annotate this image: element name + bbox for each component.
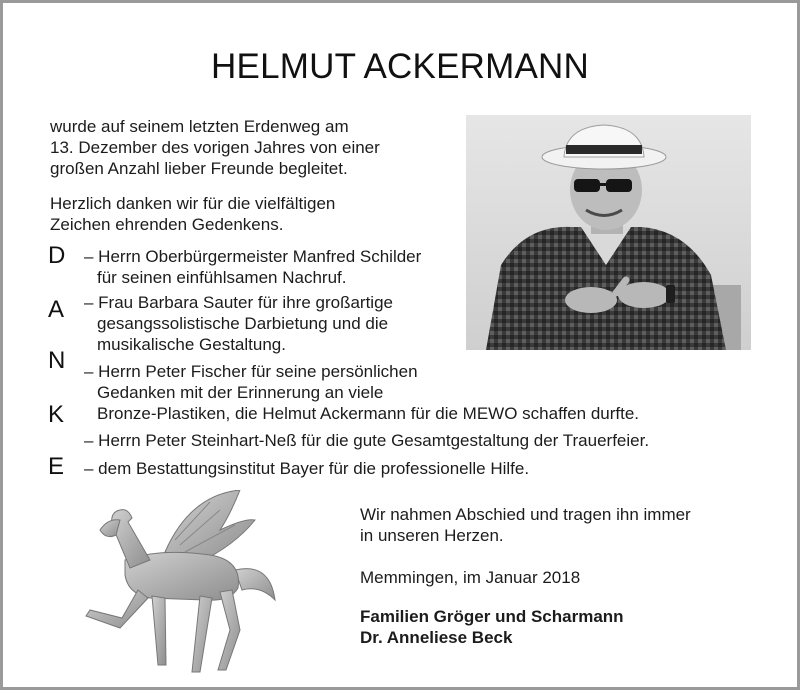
intro-line: wurde auf seinem letzten Erdenweg am [50,117,349,136]
danke-letter: D [48,242,66,269]
acknowledgement-item [84,430,649,451]
ack-line: Gedanken mit der Erinnerung an viele [97,383,384,402]
ack-line: – Herrn Peter Steinhart-Neß für die gute Gesamtgestaltung der Trauerfeier. [84,431,650,450]
ack-line: gesangssolistische Darbietung und die [97,314,389,333]
ack-line: musikalische Gestaltung. [97,335,286,354]
acknowledgement-item [84,292,393,355]
portrait-photo [466,115,751,350]
closing-line: Wir nahmen Abschied und tragen ihn immer [360,505,691,524]
intro-line: großen Anzahl lieber Freunde begleitet. [50,159,348,178]
thanks-line: Herzlich danken wir für die vielfältigen [50,194,336,213]
thanks-intro-text [50,193,430,235]
ack-line: – dem Bestattungsinstitut Bayer für die professionelle Hilfe. [84,459,530,478]
closing-text [360,504,760,546]
notice-title: HELMUT ACKERMANN [211,47,589,86]
pegasus-sculpture-image [70,490,280,680]
signatories [360,606,760,648]
danke-letter: E [48,453,65,480]
acknowledgement-item [84,246,421,288]
acknowledgement-item [84,361,639,424]
intro-line: 13. Dezember des vorigen Jahres von einer [50,138,380,157]
danke-letter: K [48,401,65,428]
acknowledgement-item [84,458,529,479]
ack-line: – Frau Barbara Sauter für ihre großartige [84,293,393,312]
danke-letter: N [48,347,66,374]
closing-line: in unseren Herzen. [360,526,504,545]
ack-line: Bronze-Plastiken, die Helmut Ackermann für die MEWO schaffen durfte. [97,404,640,423]
danke-letter: A [48,296,65,323]
ack-line: – Herrn Peter Fischer für seine persönlichen [84,362,418,381]
place-date: Memmingen, im Januar 2018 [360,568,581,587]
signatory-line: Dr. Anneliese Beck [360,628,513,647]
signatory-line: Familien Gröger und Scharmann [360,607,624,626]
ack-line: – Herrn Oberbürgermeister Manfred Schilder [84,247,422,266]
intro-text [50,116,430,179]
thanks-line: Zeichen ehrenden Gedenkens. [50,215,284,234]
ack-line: für seinen einfühlsamen Nachruf. [97,268,347,287]
